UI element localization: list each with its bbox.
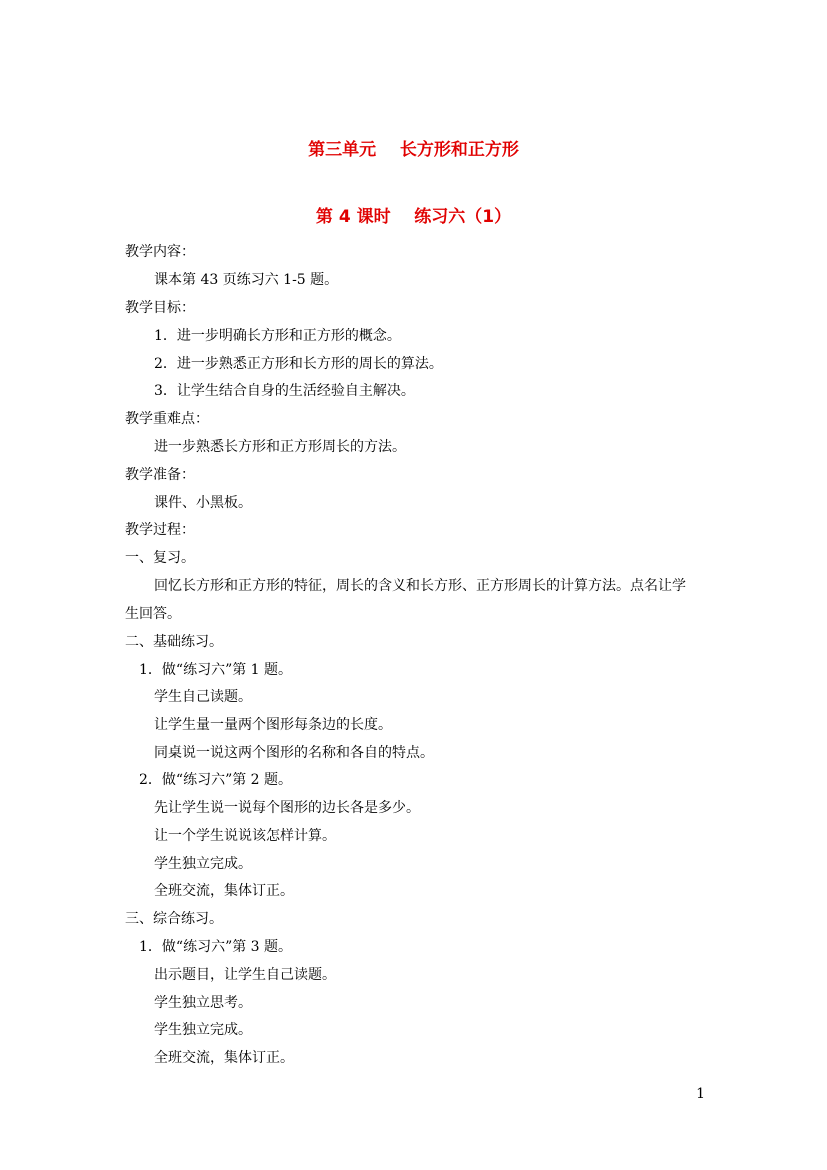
body-line: 让一个学生说说该怎样计算。 (154, 828, 336, 844)
list-item: 2．进一步熟悉正方形和长方形的周长的算法。 (154, 356, 443, 372)
body-line: 课本第 43 页练习六 1-5 题。 (154, 272, 339, 288)
list-item: 1．做“练习六”第 1 题。 (139, 662, 293, 678)
unit-title: 第三单元 长方形和正方形 (308, 140, 519, 160)
list-item: 1．进一步明确长方形和正方形的概念。 (154, 328, 401, 344)
section-heading: 教学过程： (125, 522, 195, 538)
section-heading: 教学目标： (125, 300, 195, 316)
body-line: 回忆长方形和正方形的特征，周长的含义和长方形、正方形周长的计算方法。点名让学 (154, 578, 686, 594)
list-item: 3．让学生结合自身的生活经验自主解决。 (154, 383, 415, 399)
body-line: 学生独立完成。 (154, 1022, 252, 1038)
body-line: 全班交流，集体订正。 (154, 1050, 294, 1066)
body-line: 全班交流，集体订正。 (154, 883, 294, 899)
body-line: 学生独立思考。 (154, 995, 252, 1011)
body-line: 课件、小黑板。 (154, 495, 252, 511)
list-item: 1．做“练习六”第 3 题。 (139, 939, 293, 955)
lesson-title: 第 4 课时 练习六（1） (315, 207, 512, 227)
body-line: 学生独立完成。 (154, 856, 252, 872)
section-heading: 二、基础练习。 (125, 634, 223, 650)
list-item: 2．做“练习六”第 2 题。 (139, 772, 293, 788)
section-heading: 一、复习。 (125, 550, 195, 566)
body-line: 同桌说一说这两个图形的名称和各自的特点。 (154, 745, 434, 761)
section-heading: 教学重难点： (125, 411, 209, 427)
section-heading: 三、综合练习。 (125, 911, 223, 927)
body-line: 先让学生说一说每个图形的边长各是多少。 (154, 800, 420, 816)
page-number: 1 (696, 1086, 705, 1102)
body-line: 进一步熟悉长方形和正方形周长的方法。 (154, 439, 406, 455)
body-line: 学生自己读题。 (154, 689, 252, 705)
section-heading: 教学准备： (125, 467, 195, 483)
section-heading: 教学内容： (125, 244, 195, 260)
body-line: 让学生量一量两个图形每条边的长度。 (154, 717, 392, 733)
body-line: 生回答。 (125, 606, 181, 622)
body-line: 出示题目，让学生自己读题。 (154, 967, 336, 983)
